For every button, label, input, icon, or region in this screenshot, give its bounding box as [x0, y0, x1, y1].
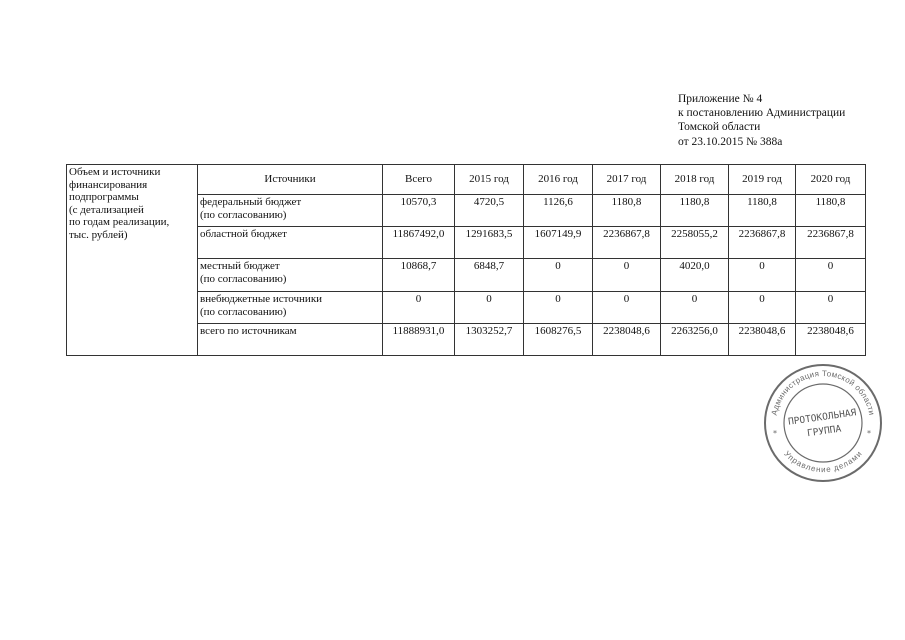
source-name: областной бюджет	[200, 228, 287, 240]
source-note: (по согласованию)	[200, 208, 287, 221]
appendix-number: Приложение № 4	[678, 93, 763, 105]
value-2015: 4720,5	[455, 195, 524, 227]
financing-label-line: (с детализацией	[69, 203, 144, 216]
source-name: внебюджетные источники	[200, 293, 323, 305]
value-2018: 1180,8	[661, 195, 729, 227]
source-name: местный бюджет	[200, 260, 280, 272]
value-2015: 6848,7	[455, 259, 524, 292]
value-2017: 0	[593, 292, 661, 324]
value-2018: 4020,0	[661, 259, 729, 292]
source-name: федеральный бюджет	[200, 196, 302, 208]
value-2020: 1180,8	[796, 195, 866, 227]
value-2015: 0	[455, 292, 524, 324]
column-header-2015: 2015 год	[455, 165, 524, 195]
value-2020: 0	[796, 292, 866, 324]
stamp-ring-top-text: Администрация Томской области	[769, 368, 877, 417]
column-header-2020: 2020 год	[796, 165, 866, 195]
financing-label-line: Объем и источники	[69, 166, 161, 178]
value-total: 11867492,0	[383, 227, 455, 259]
official-stamp	[762, 362, 884, 484]
value-2019: 1180,8	[729, 195, 796, 227]
value-2020: 2238048,6	[796, 324, 866, 356]
value-2019: 0	[729, 292, 796, 324]
value-2016: 1607149,9	[524, 227, 593, 259]
value-2017: 2236867,8	[593, 227, 661, 259]
value-2017: 0	[593, 259, 661, 292]
financing-table	[66, 164, 866, 356]
value-2019: 2238048,6	[729, 324, 796, 356]
value-2016: 1608276,5	[524, 324, 593, 356]
value-2016: 0	[524, 259, 593, 292]
value-2017: 1180,8	[593, 195, 661, 227]
value-total: 11888931,0	[383, 324, 455, 356]
column-header-2019: 2019 год	[729, 165, 796, 195]
column-header-2017: 2017 год	[593, 165, 661, 195]
value-2020: 0	[796, 259, 866, 292]
stamp-ring-bottom-text: Управление делами	[782, 449, 864, 475]
stamp-center-line1: ПРОТОКОЛЬНАЯ	[787, 407, 857, 428]
value-2016: 1126,6	[524, 195, 593, 227]
financing-label-line: по годам реализации,	[69, 216, 170, 228]
value-2019: 2236867,8	[729, 227, 796, 259]
column-header-sources: Источники	[198, 165, 383, 195]
column-header-2016: 2016 год	[524, 165, 593, 195]
financing-label-line: подпрограммы	[69, 191, 139, 203]
source-cell	[198, 259, 383, 292]
value-total: 10570,3	[383, 195, 455, 227]
source-cell	[198, 324, 383, 356]
column-header-total: Всего	[383, 165, 455, 195]
value-total: 0	[383, 292, 455, 324]
stamp-star-icon: *	[773, 429, 777, 438]
value-2018: 2263256,0	[661, 324, 729, 356]
source-cell	[198, 227, 383, 259]
financing-label-cell	[67, 165, 198, 356]
stamp-seal-icon	[762, 362, 884, 484]
value-2018: 2258055,2	[661, 227, 729, 259]
value-2017: 2238048,6	[593, 324, 661, 356]
column-header-2018: 2018 год	[661, 165, 729, 195]
appendix-date-line: от 23.10.2015 № 388а	[678, 135, 783, 148]
source-cell	[198, 292, 383, 324]
stamp-center-line2: ГРУППА	[806, 423, 842, 440]
value-2015: 1303252,7	[455, 324, 524, 356]
stamp-star-icon: *	[867, 429, 871, 438]
svg-text:Администрация Томской области	[770, 369, 877, 416]
financing-label-line: финансирования	[69, 178, 148, 191]
appendix-header	[678, 92, 845, 149]
value-2020: 2236867,8	[796, 227, 866, 259]
table-header-row	[67, 165, 866, 195]
source-cell	[198, 195, 383, 227]
source-note: (по согласованию)	[200, 305, 287, 318]
value-2018: 0	[661, 292, 729, 324]
source-note: (по согласованию)	[200, 272, 287, 285]
value-2016: 0	[524, 292, 593, 324]
value-2019: 0	[729, 259, 796, 292]
appendix-region-line: Томской области	[678, 121, 761, 134]
appendix-decree-line: к постановлению Администрации	[678, 107, 846, 120]
value-2015: 1291683,5	[455, 227, 524, 259]
financing-label-line: тыс. рублей)	[69, 228, 128, 241]
source-name: всего по источникам	[200, 325, 297, 337]
value-total: 10868,7	[383, 259, 455, 292]
